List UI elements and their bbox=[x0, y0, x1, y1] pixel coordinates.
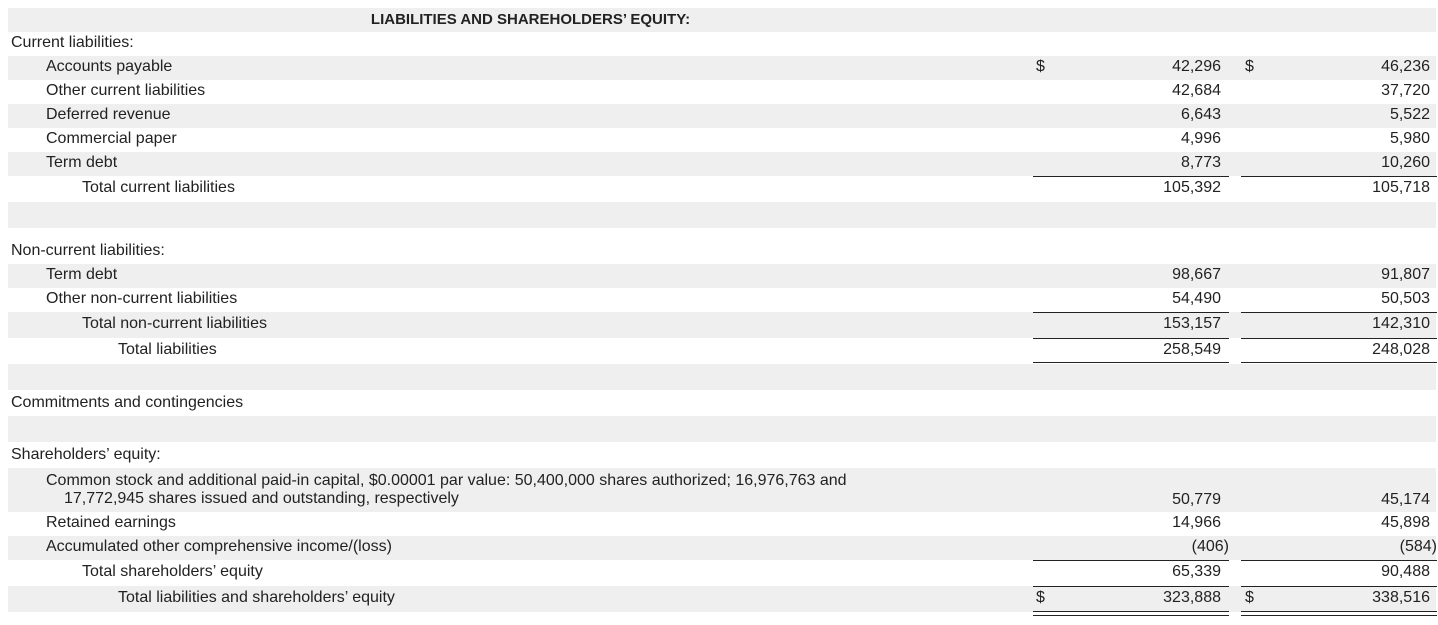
other-current-liabilities-row bbox=[8, 80, 1436, 104]
total-liabilities-value-1: 258,549 bbox=[1163, 341, 1221, 358]
retained-earnings-row bbox=[8, 512, 1436, 536]
deferred-revenue-label: Deferred revenue bbox=[46, 106, 171, 123]
total-liabilities-and-equity-row bbox=[8, 586, 1436, 612]
currency-symbol: $ bbox=[1036, 58, 1045, 75]
total-liabilities-row bbox=[8, 338, 1436, 364]
accounts-payable-value-2: 46,236 bbox=[1381, 58, 1430, 75]
aoci-value-2: (584) bbox=[1399, 538, 1437, 555]
current-liabilities-heading: Current liabilities: bbox=[11, 34, 134, 51]
total-shareholders-equity-label: Total shareholders’ equity bbox=[82, 563, 263, 580]
subtotal-rule bbox=[1241, 338, 1437, 339]
common-stock-value-2: 45,174 bbox=[1381, 491, 1430, 508]
currency-symbol: $ bbox=[1245, 589, 1254, 606]
total-rule bbox=[1033, 362, 1229, 363]
total-non-current-liabilities-value-1: 153,157 bbox=[1163, 315, 1221, 332]
total-current-liabilities-label: Total current liabilities bbox=[82, 179, 235, 196]
subtotal-rule bbox=[1033, 586, 1229, 587]
spacer-row bbox=[8, 202, 1436, 228]
total-liabilities-and-equity-value-1: 323,888 bbox=[1163, 589, 1221, 606]
grand-total-double-rule bbox=[1241, 611, 1437, 616]
subtotal-rule bbox=[1241, 312, 1437, 313]
grand-total-double-rule bbox=[1033, 611, 1229, 616]
deferred-revenue-row bbox=[8, 104, 1436, 128]
subtotal-rule bbox=[1033, 560, 1229, 561]
subtotal-rule bbox=[1033, 176, 1229, 177]
subtotal-rule bbox=[1241, 176, 1437, 177]
spacer-row bbox=[8, 364, 1436, 390]
other-non-current-liabilities-label: Other non-current liabilities bbox=[46, 290, 238, 307]
common-stock-label bbox=[8, 472, 1006, 508]
other-current-liabilities-value-1: 42,684 bbox=[1172, 82, 1221, 99]
total-liabilities-and-equity-label: Total liabilities and shareholders’ equity bbox=[118, 589, 395, 606]
subtotal-rule bbox=[1241, 586, 1437, 587]
total-shareholders-equity-row bbox=[8, 560, 1436, 586]
accounts-payable-row bbox=[8, 56, 1436, 80]
common-stock-row bbox=[8, 468, 1436, 512]
accounts-payable-label: Accounts payable bbox=[46, 58, 173, 75]
non-current-liabilities-heading-row bbox=[8, 240, 1436, 264]
retained-earnings-value-1: 14,966 bbox=[1172, 514, 1221, 531]
retained-earnings-value-2: 45,898 bbox=[1381, 514, 1430, 531]
non-current-term-debt-value-1: 98,667 bbox=[1172, 266, 1221, 283]
other-current-liabilities-label: Other current liabilities bbox=[46, 82, 206, 99]
commercial-paper-label: Commercial paper bbox=[46, 130, 177, 147]
other-non-current-liabilities-value-2: 50,503 bbox=[1381, 290, 1430, 307]
total-non-current-liabilities-value-2: 142,310 bbox=[1372, 315, 1430, 332]
total-rule bbox=[1241, 362, 1437, 363]
aoci-row bbox=[8, 536, 1436, 560]
retained-earnings-label: Retained earnings bbox=[46, 514, 176, 531]
other-current-liabilities-value-2: 37,720 bbox=[1381, 82, 1430, 99]
currency-symbol: $ bbox=[1245, 58, 1254, 75]
total-liabilities-value-2: 248,028 bbox=[1372, 341, 1430, 358]
subtotal-rule bbox=[1033, 338, 1229, 339]
total-shareholders-equity-value-2: 90,488 bbox=[1381, 563, 1430, 580]
other-non-current-liabilities-value-1: 54,490 bbox=[1172, 290, 1221, 307]
total-current-liabilities-row bbox=[8, 176, 1436, 202]
non-current-term-debt-value-2: 91,807 bbox=[1381, 266, 1430, 283]
commitments-label: Commitments and contingencies bbox=[11, 394, 244, 411]
spacer-row bbox=[8, 416, 1436, 442]
common-stock-label-line2: 17,772,945 shares issued and outstanding, respectively bbox=[64, 490, 459, 507]
current-term-debt-value-2: 10,260 bbox=[1381, 154, 1430, 171]
total-liabilities-and-equity-value-2: 338,516 bbox=[1372, 589, 1430, 606]
shareholders-equity-heading: Shareholders’ equity: bbox=[11, 446, 161, 463]
non-current-term-debt-label: Term debt bbox=[46, 266, 118, 283]
title-row bbox=[8, 8, 1436, 32]
aoci-value-1: (406) bbox=[1191, 538, 1229, 555]
current-term-debt-row bbox=[8, 152, 1436, 176]
commercial-paper-value-1: 4,996 bbox=[1180, 130, 1221, 147]
total-current-liabilities-value-2: 105,718 bbox=[1372, 179, 1430, 196]
aoci-label: Accumulated other comprehensive income/(loss) bbox=[46, 538, 392, 555]
section-title: LIABILITIES AND SHAREHOLDERS’ EQUITY: bbox=[370, 11, 691, 28]
total-shareholders-equity-value-1: 65,339 bbox=[1172, 563, 1221, 580]
common-stock-value-1: 50,779 bbox=[1172, 491, 1221, 508]
non-current-liabilities-heading: Non-current liabilities: bbox=[11, 242, 165, 259]
currency-symbol: $ bbox=[1036, 589, 1045, 606]
total-current-liabilities-value-1: 105,392 bbox=[1163, 179, 1221, 196]
total-liabilities-label: Total liabilities bbox=[118, 341, 217, 358]
commercial-paper-value-2: 5,980 bbox=[1389, 130, 1430, 147]
commitments-row bbox=[8, 390, 1436, 416]
non-current-term-debt-row bbox=[8, 264, 1436, 288]
current-liabilities-heading-row bbox=[8, 32, 1436, 56]
shareholders-equity-heading-row bbox=[8, 442, 1436, 468]
current-term-debt-value-1: 8,773 bbox=[1180, 154, 1221, 171]
subtotal-rule bbox=[1241, 560, 1437, 561]
deferred-revenue-value-2: 5,522 bbox=[1389, 106, 1430, 123]
total-non-current-liabilities-row bbox=[8, 312, 1436, 338]
subtotal-rule bbox=[1033, 312, 1229, 313]
other-non-current-liabilities-row bbox=[8, 288, 1436, 312]
deferred-revenue-value-1: 6,643 bbox=[1180, 106, 1221, 123]
total-non-current-liabilities-label: Total non-current liabilities bbox=[82, 315, 267, 332]
balance-sheet-table bbox=[8, 8, 1436, 612]
accounts-payable-value-1: 42,296 bbox=[1172, 58, 1221, 75]
commercial-paper-row bbox=[8, 128, 1436, 152]
common-stock-label-line1: Common stock and additional paid-in capital, $0.00001 par value: 50,400,000 shares authorized; 16,976,763 and bbox=[46, 472, 847, 489]
current-term-debt-label: Term debt bbox=[46, 154, 118, 171]
